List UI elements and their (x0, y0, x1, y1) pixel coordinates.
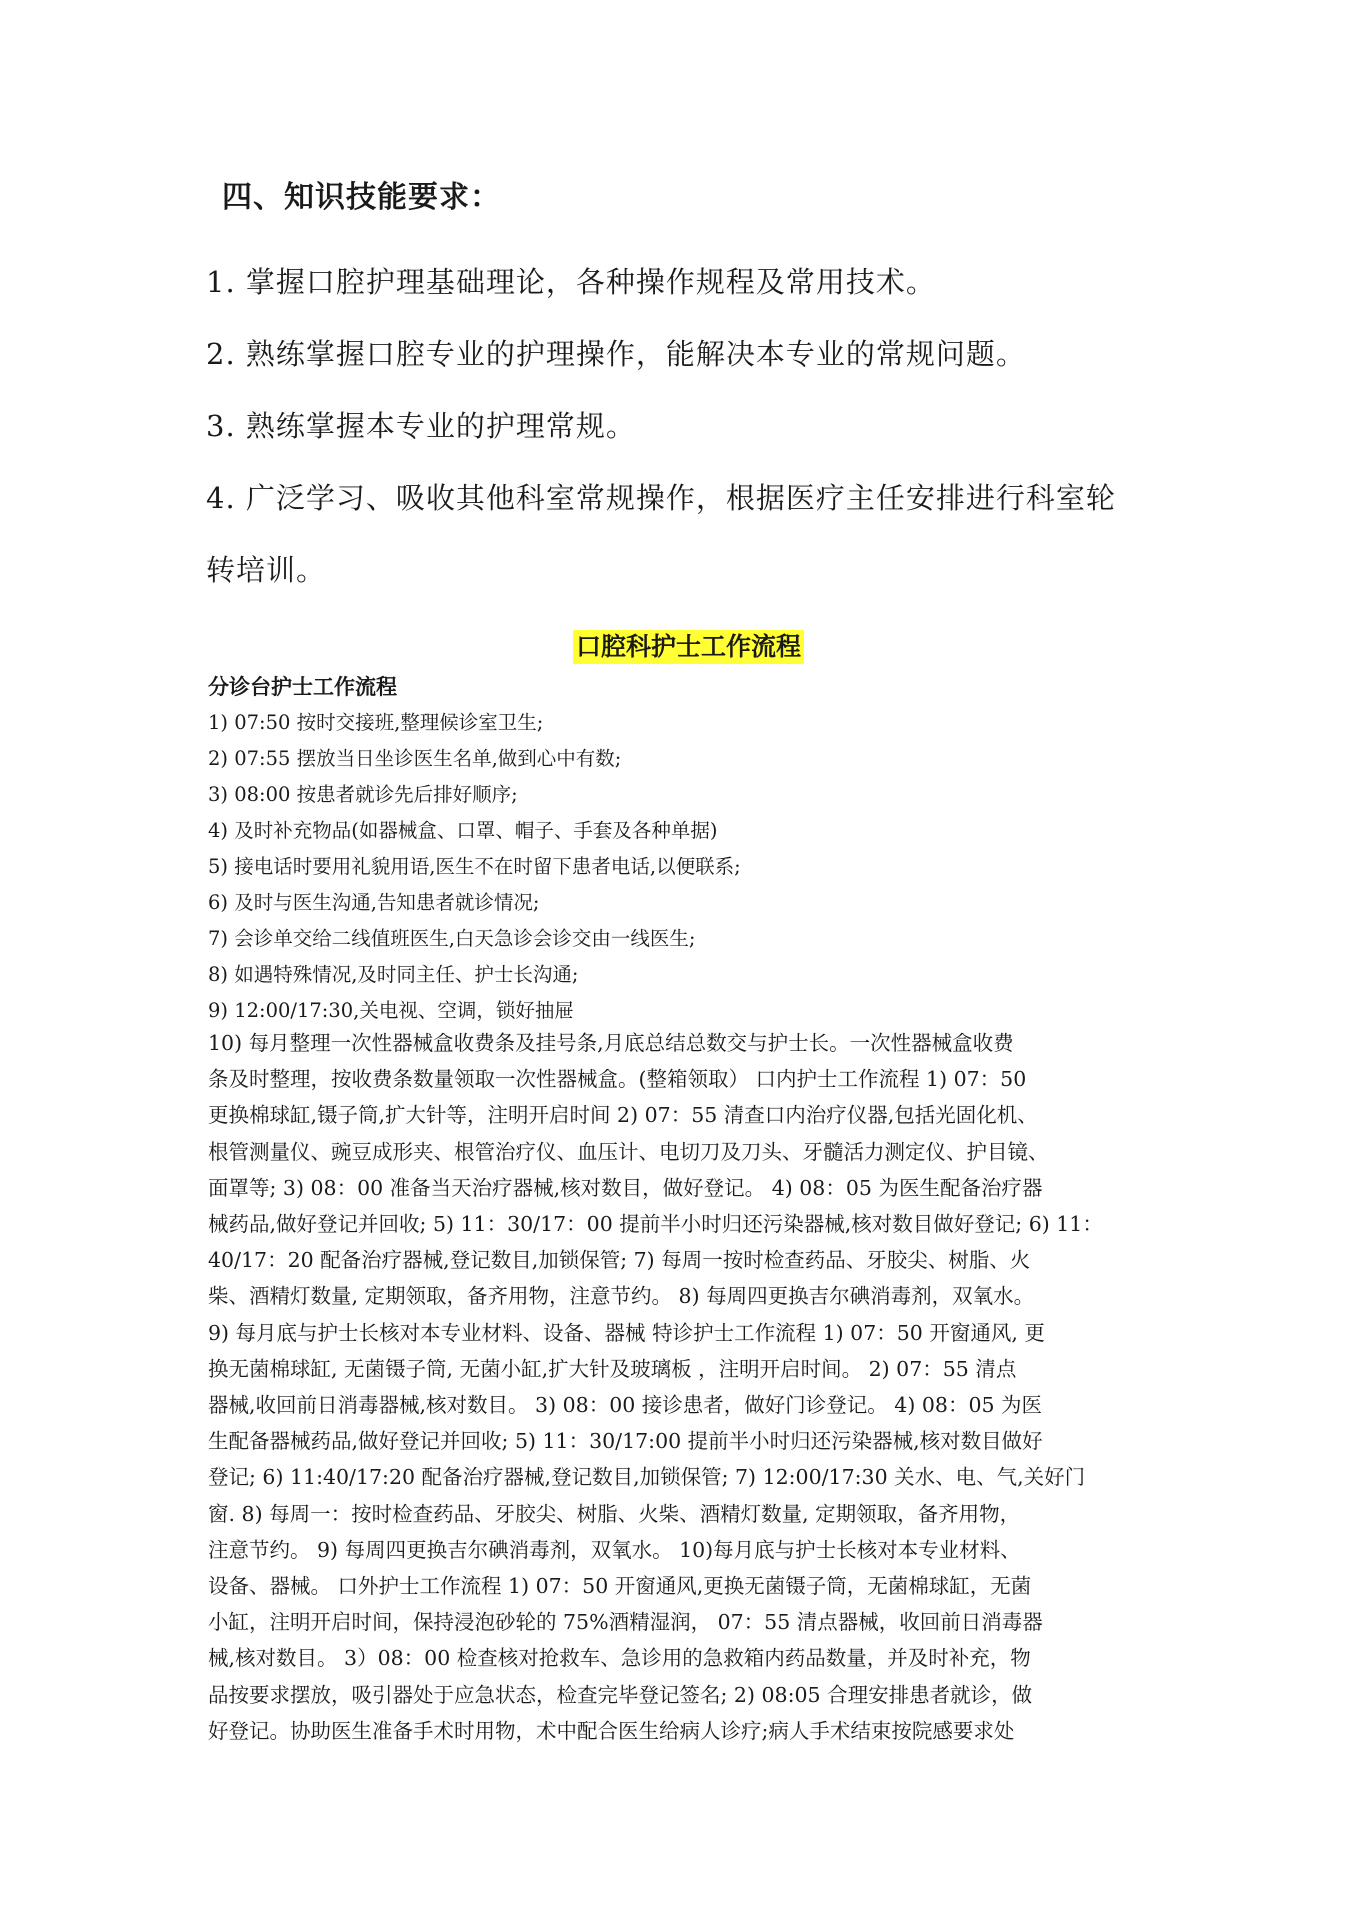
section-heading: 四、知识技能要求： (222, 180, 501, 215)
workflow-step: 5) 接电话时要用礼貌用语,医生不在时留下患者电话,以便联系; (208, 855, 741, 878)
paragraph-line: 根管测量仪、豌豆成形夹、根管治疗仪、血压计、电切刀及刀头、牙髓活力测定仪、护目镜、 (208, 1139, 1049, 1164)
paragraph-line: 好登记。协助医生准备手术时用物，术中配合医生给病人诊疗;病人手术结束按院感要求处 (208, 1718, 1015, 1743)
paragraph-line: 换无菌棉球缸, 无菌镊子筒, 无菌小缸,扩大针及玻璃板 ，注明开启时间。 2) 07：55 清点 (208, 1356, 1017, 1381)
paragraph-line: 小缸，注明开启时间，保持浸泡砂轮的 75%酒精湿润， 07：55 清点器械，收回前日消毒器 (208, 1610, 1043, 1635)
paragraph-line: 柴、酒精灯数量, 定期领取，备齐用物，注意节约。 8) 每周四更换吉尔碘消毒剂，双氧水。 (208, 1284, 1035, 1309)
paragraph-line: 器械,收回前日消毒器械,核对数目。 3) 08：00 接诊患者，做好门诊登记。 4) 08：05 为医 (208, 1393, 1043, 1418)
workflow-step: 9) 12:00/17:30,关电视、空调，锁好抽屉 (208, 999, 574, 1022)
paragraph-line: 40/17：20 配备治疗器械,登记数目,加锁保管; 7) 每周一按时检查药品、牙胶尖、树脂、火 (208, 1248, 1031, 1273)
workflow-paragraph (208, 1025, 1168, 1749)
paragraph-line: 械药品,做好登记并回收; 5) 11：30/17：00 提前半小时归还污染器械,核对数目做好登记; 6) 11： (208, 1212, 1103, 1237)
workflow-step: 7) 会诊单交给二线值班医生,白天急诊会诊交由一线医生; (208, 927, 696, 950)
paragraph-line: 9) 每月底与护士长核对本专业材料、设备、器械 特诊护士工作流程 1) 07：50 开窗通风, 更 (208, 1320, 1045, 1345)
workflow-step: 4) 及时补充物品(如器械盒、口罩、帽子、手套及各种单据) (208, 819, 718, 842)
paragraph-line: 械,核对数目。 3）08：00 检查核对抢救车、急诊用的急救箱内药品数量，并及时补充，物 (208, 1646, 1031, 1671)
document-title: 口腔科护士工作流程 (573, 630, 804, 664)
workflow-step: 2) 07:55 摆放当日坐诊医生名单,做到心中有数; (208, 747, 622, 770)
paragraph-line: 10) 每月整理一次性器械盒收费条及挂号条,月底总结总数交与护士长。一次性器械盒收费 (208, 1031, 1014, 1055)
requirement-item: 4. 广泛学习、吸收其他科室常规操作，根据医疗主任安排进行科室轮 (206, 481, 1116, 515)
paragraph-line: 面罩等; 3) 08：00 准备当天治疗器械,核对数目，做好登记。 4) 08：05 为医生配备治疗器 (208, 1175, 1043, 1200)
requirement-item: 2. 熟练掌握口腔专业的护理操作，能解决本专业的常规问题。 (206, 337, 1026, 371)
workflow-step: 1) 07:50 按时交接班,整理候诊室卫生; (208, 711, 544, 734)
requirements-list (206, 246, 1176, 606)
paragraph-line: 更换棉球缸,镊子筒,扩大针等，注明开启时间 2) 07：55 清查口内治疗仪器,包括光固化机、 (208, 1103, 1038, 1128)
paragraph-line: 窗. 8) 每周一：按时检查药品、牙胶尖、树脂、火柴、酒精灯数量, 定期领取，备齐用物， (208, 1501, 1021, 1526)
workflow-steps (208, 705, 1168, 1029)
paragraph-line: 登记; 6) 11:40/17:20 配备治疗器械,登记数目,加锁保管; 7) 12:00/17:30 关水、电、气,关好门 (208, 1465, 1086, 1490)
paragraph-line: 条及时整理，按收费条数量领取一次性器械盒。(整箱领取） 口内护士工作流程 1) 07：50 (208, 1067, 1027, 1092)
workflow-step: 3) 08:00 按患者就诊先后排好顺序; (208, 783, 518, 806)
paragraph-line: 生配备器械药品,做好登记并回收; 5) 11：30/17:00 提前半小时归还污染器械,核对数目做好 (208, 1429, 1043, 1454)
paragraph-line: 注意节约。 9) 每周四更换吉尔碘消毒剂，双氧水。 10)每月底与护士长核对本专业材料、 (208, 1537, 1021, 1562)
requirement-item: 1. 掌握口腔护理基础理论，各种操作规程及常用技术。 (206, 265, 936, 299)
requirement-item-continued: 转培训。 (206, 553, 327, 587)
workflow-step: 8) 如遇特殊情况,及时同主任、护士长沟通; (208, 963, 579, 986)
section-subtitle: 分诊台护士工作流程 (208, 674, 397, 699)
paragraph-line: 设备、器械。 口外护士工作流程 1) 07：50 开窗通风,更换无菌镊子筒，无菌棉球缸，无菌 (208, 1574, 1032, 1599)
workflow-step: 6) 及时与医生沟通,告知患者就诊情况; (208, 891, 540, 914)
paragraph-line: 品按要求摆放，吸引器处于应急状态，检查完毕登记签名; 2) 08:05 合理安排患者就诊，做 (208, 1682, 1033, 1707)
document-title-row (0, 630, 1365, 664)
requirement-item: 3. 熟练掌握本专业的护理常规。 (206, 409, 636, 443)
